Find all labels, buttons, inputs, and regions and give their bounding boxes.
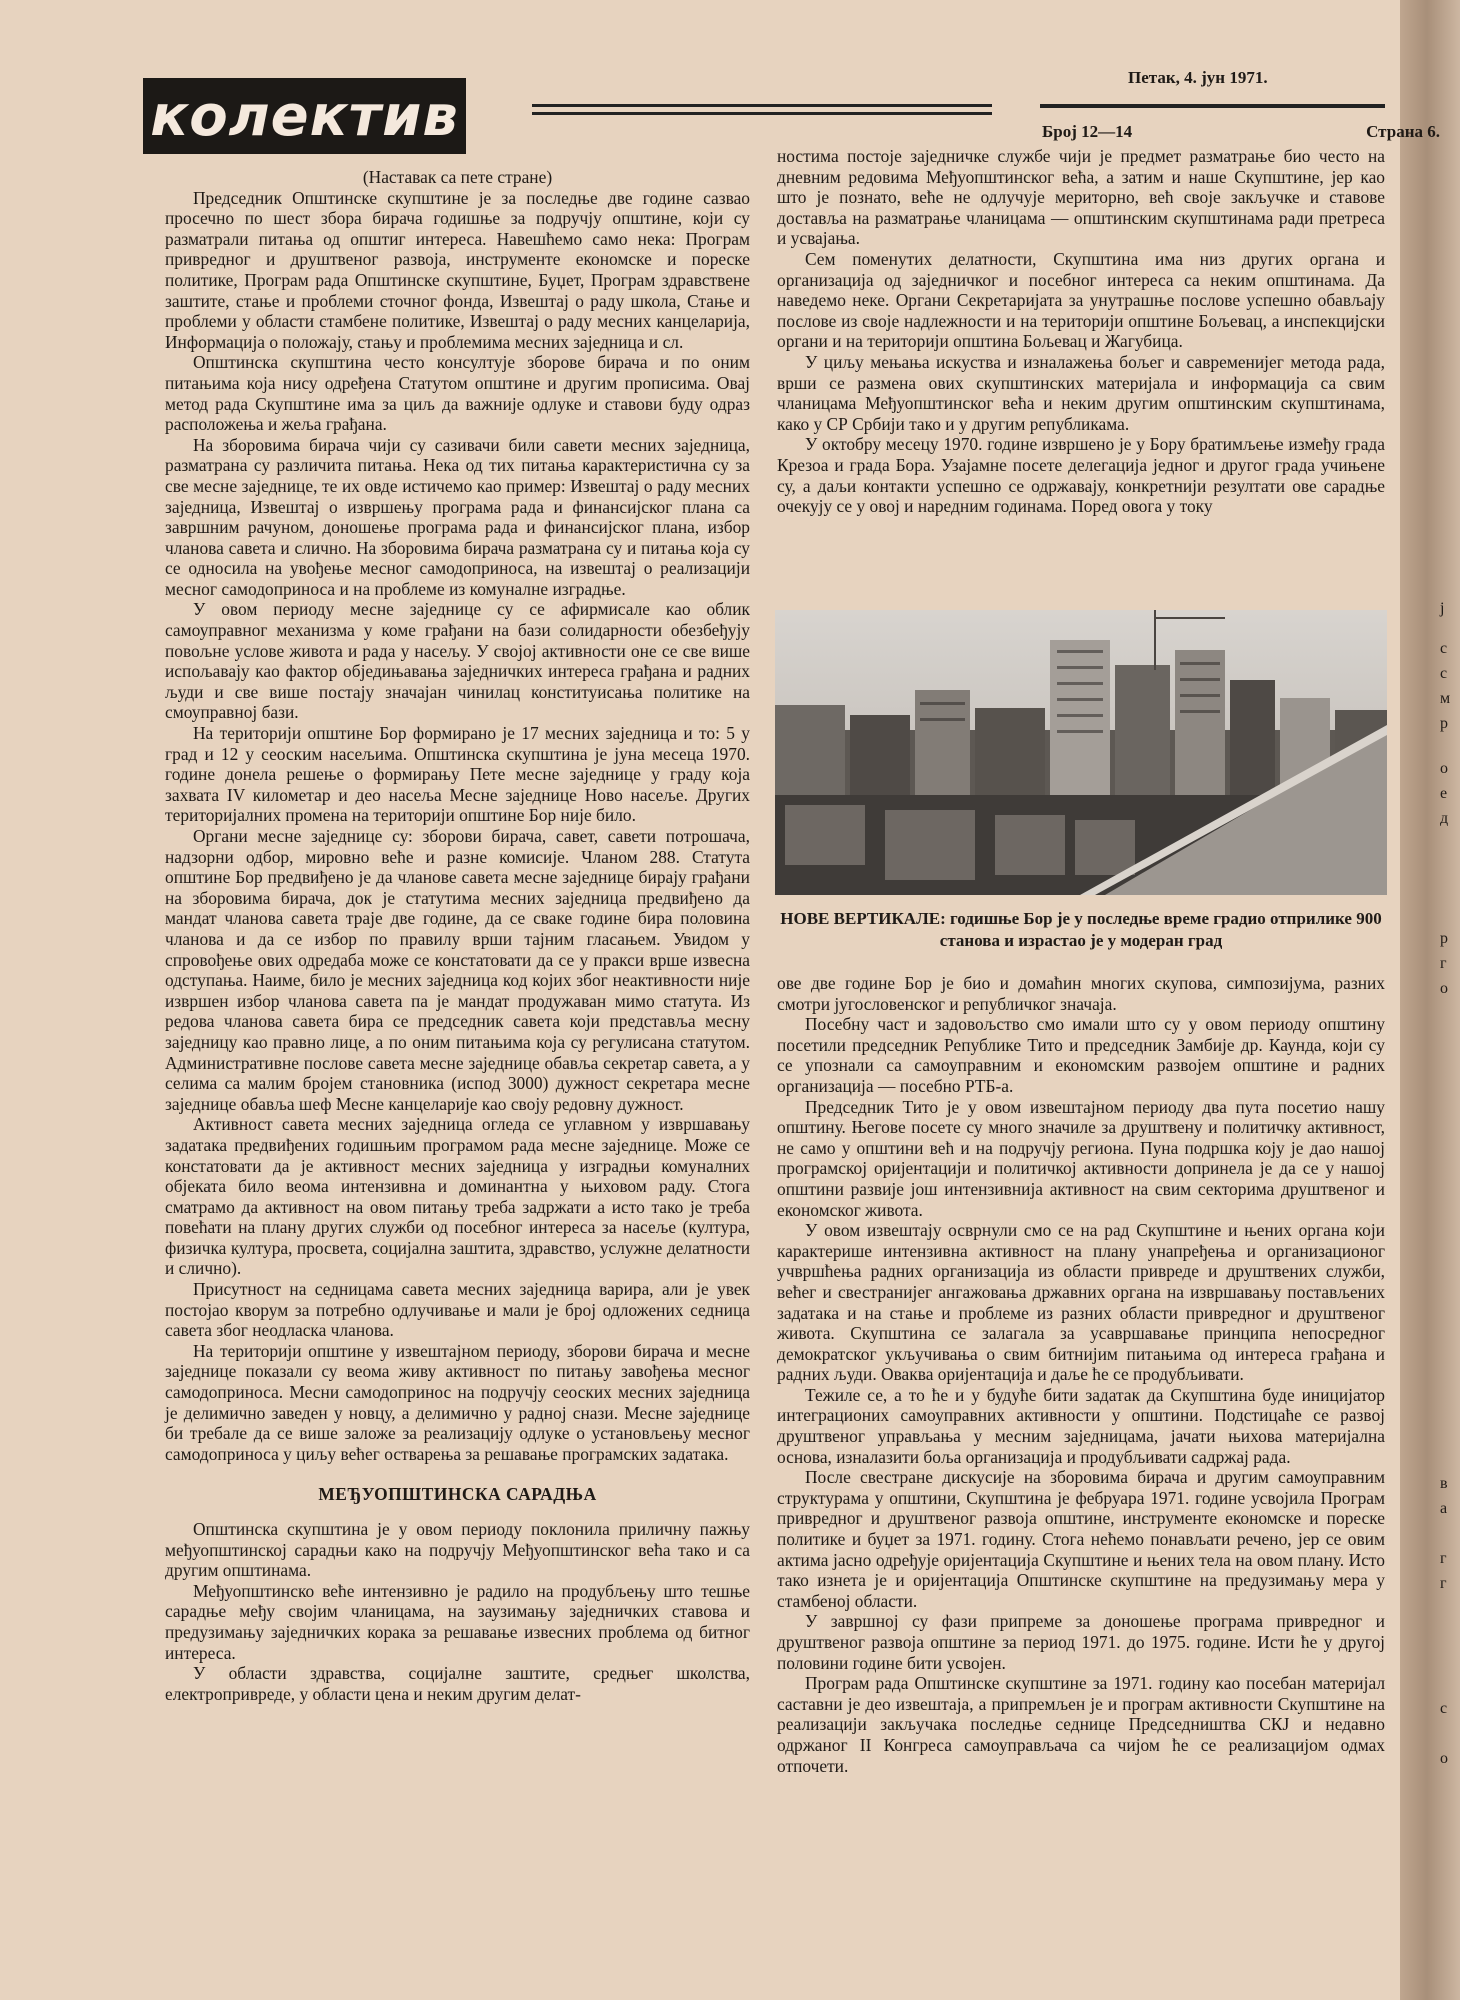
header-rule [532, 112, 992, 115]
paragraph: На територији општине у извештајном периоду, зборови бирача и месне заједнице показали су веома живу активност по питању завођења месног самодоприноса. Месни самодопринос на подручју сеоских месних заједница је делимично заведен у новцу, а делимично у радној снази. Месне заједнице би требале да се више заложе за реализацију одлуке о установљењу месног самодоприноса у циљу већег остварења за решавање програмских задатака. [165, 1340, 750, 1464]
paragraph: У октобру месецу 1970. године извршено је у Бору братимљење између града Крезоа и града Бора. Узајамне посете делегација једног и другог града учињене су, а даљи контакти успешно се одржавају, конкретнији резултати ове сарадње очекују се у овој и наредним годинама. Поред овога у току [777, 434, 1385, 517]
paragraph: ове две године Бор је био и домаћин многих скупова, симпозијума, разних смотри југословенског и републичког значаја. [777, 973, 1385, 1014]
paragraph: У области здравства, социјалне заштите, средњег школства, електропривреде, у области цена и неким другим делат- [165, 1663, 750, 1704]
paragraph: Председник Општинске скупштине је за последње две године сазвао просечно по шест збора бирача годишње за подручју општине, који су разматрали питања од општиг интереса. Навешћемо само нека: Програм привредног и друштвеног развоја, инструменте економске и пореске политике, Програм рада Општинске скупштине, Буџет, Програм здравствене заштите, стање и проблеми сточног фонда, Извештај о раду школа, Стање и проблеми у области стамбене политике, Извештај о раду месних канцеларија, Информација о положају, стању и проблемима месних заједница и сл. [165, 187, 750, 352]
paragraph: Посебну част и задовољство смо имали што су у овом периоду општину посетили председник Републике Тито и председник Замбије др. Каунда, који су се упознали са самоуправним и економским развојем општине и радних организација — посебно РТБ-а. [777, 1014, 1385, 1096]
paragraph: Међуопштинско веће интензивно је радило на продубљењу што тешње сарадње међу својим чланицама, на заузимању заједничких ставова и предузимању заједничких корака за решавање извесних проблема од битног интереса. [165, 1580, 750, 1663]
paragraph: Активност савета месних заједница огледа се углавном у извршавању задатака предвиђених годишњим програмом рада месне заједнице. Може се констатовати да је активност месних заједница у изградњи комуналних објеката било веома интензивна и доминантна у њиховом раду. Стога сматрамо да активност на овом питању треба задржати а исто тако је треба повећати на плану других служби од посебног интереса за насеље (култура, физичка култура, просвета, социјална заштита, здравство, услужне делатности и слично). [165, 1114, 750, 1279]
spine-letter: о [1440, 980, 1448, 997]
spine-letter: а [1440, 1500, 1448, 1517]
spine-letter: м [1440, 690, 1451, 707]
spine-letter: ј [1440, 600, 1445, 617]
spine-letter: с [1440, 640, 1448, 657]
issue-number: Број 12—14 [1042, 122, 1133, 141]
continuation-note: (Наставак са пете стране) [362, 167, 553, 187]
paragraph: ностима постоје заједничке службе чији је предмет разматрање био често на дневним редовима Међуопштинског већа, а затим и наше Скупштине, јер као што је познато, веће не одлучује меритoрно, већ своје закључке и ставове доставља на разматрање чланицама — општинским скупштинама ради претреса и усвајања. [777, 146, 1385, 249]
spine-letter: в [1440, 1475, 1448, 1492]
binding-edge [1400, 0, 1460, 2000]
spine-letter: о [1440, 1750, 1448, 1767]
paragraph: У циљу мењања искуства и изналажења бољег и савременијег метода рада, врши се размена ових скупштинских материјала и информација са свим чланицама Међуопштинског већа и неким другим општинским скупштинама, како у СР Србији тако и у другим републикама. [777, 351, 1385, 434]
article-column-right-bottom [777, 973, 1385, 1776]
spine-letter: о [1440, 760, 1448, 777]
spine-letter: с [1440, 665, 1448, 682]
spine-letter: е [1440, 785, 1448, 802]
spine-letter: д [1440, 810, 1449, 827]
page-number: Страна 6. [1366, 122, 1440, 141]
paragraph: Председник Тито је у овом извештајном периоду два пута посетио нашу општину. Његове посете су много значиле за друштвену и политичку активност, не само у општини већ и на подручју региона. Пуна подршка коју је дао нашој програмској оријентацији и политичкој активности допринела је да се у нашој општини развије још интензивнија активност на свим секторима друштвеног и економског живота. [777, 1096, 1385, 1220]
header-rule [532, 104, 992, 107]
section-heading: МЕЂУОПШТИНСКА САРАДЊА [318, 1484, 597, 1505]
paragraph: Органи месне заједнице су: зборови бирача, савет, савети потрошача, надзорни одбор, мировно веће и разне комисије. Чланом 288. Статута општине Бор предвиђено је да чланове савета месне заједнице бирају грађани на зборовима бирача, док је статутима месних заједница предвиђено да мандат чланова савета траје две године, да се сваке године бира половина чланова и да се избор по правилу врши тајним гласањем. Увидом у спровођење ових одредаба може се констатовати да се у пракси врше извесна одступања. Наиме, било је месних заједница код којих због неактивности није извршен избор чланова савета па је мандат продужаван мимо статута. Из редова чланова савета бира се председник савета који представља месну заједницу као правно лице, а по оним питањима која су регулисана статутом. Административне послове савета месне заједнице обавља секретар савета, а у селима са малим бројем становника (испод 3000) дужност секретара месне заједнице обавља шеф Месне канцеларије као своју редовну дужност. [165, 826, 750, 1114]
paragraph: У овом периоду месне заједнице су се афирмисале као облик самоуправног механизма у коме грађани на бази солидарности обезбеђују повољне услове живота и рада у насељу. У својој активности оне се све више испољавају као фактор обједињавања заједничких интереса грађана и радних људи и све више постају значајан чинилац конституисања политике на смоуправној бази. [165, 599, 750, 723]
issue-date: Петак, 4. јун 1971. [1128, 68, 1268, 87]
paragraph: У завршној су фази припреме за доношење програма привредног и друштвеног развоја општине за период 1971. до 1975. године. Исти ће у другој половини године бити усвојен. [777, 1611, 1385, 1673]
article-column-right-top [777, 146, 1385, 517]
header-rule [1040, 104, 1385, 108]
article-column-left [165, 167, 750, 1704]
photo-caption: НОВЕ ВЕРТИКАЛЕ: годишње Бор је у последње време градио отприлике 900 станова и израстао је у модеран град [780, 909, 1382, 950]
paragraph: Сем поменутих делатности, Скупштина има низ других органа и организација од заједничког и посебног интереса са неким општинама. Да наведемо неке. Органи Секретаријата за унутрашње послове успешно обављају послове из своје надлежности и на територији општине Бољевац, а инспекцијски органи и на територији општина Бољевац и Жагубица. [777, 248, 1385, 352]
paragraph: Програм рада Општинске скупштине за 1971. годину као посебан материјал саставни је део извештаја, а припремљен је и програм активности Скупштине на реализацији закључака последње седнице Председништва СКЈ и недавно одржаног II Конгреса самоуправљача са чијом ће се реализацијом одмах отпочети. [777, 1673, 1385, 1776]
spine-letter: г [1440, 955, 1447, 972]
spine-letter: г [1440, 1575, 1447, 1592]
paragraph: Општинска скупштина често консултује зборове бирача и по оним питањима која нису одређена Статутом општине и другим прописима. Овај метод рада Скупштине има за циљ да важније одлуке и ставови буду одраз расположења и жеља грађана. [165, 352, 750, 435]
paragraph: На зборовима бирача чији су сазивачи били савети месних заједница, разматрана су различита питања. Нека од тих питања карактеристична су за све месне заједнице, те их овде истичемо као пример: Извештај о раду месних заједница, Извештај о извршењу програма рада и финансијског плана са завршним рачуном, доношење програма рада и финансијског плана, избор чланова савета и слично. На зборовима бирача разматрана су и питања која су се односила на увођење месног самодоприноса, на извештај о реализацији месног самодоприноса и на проблеме из комуналне изградње. [165, 434, 750, 599]
paragraph: Општинска скупштина је у овом периоду поклонила приличну пажњу међуопштинској сарадњи како на подручју Међуопштинског већа тако и са другим општинама. [165, 1519, 750, 1581]
spine-letter: р [1440, 930, 1448, 947]
city-photo [775, 610, 1387, 895]
spine-letter: с [1440, 1700, 1448, 1717]
paragraph: На територији општине Бор формирано је 17 месних заједница и то: 5 у град и 12 у сеоским насељима. Општинска скупштина је јуна месеца 1970. године донела решење о формирању Пете месне заједнице у граду која захвата IV километар и део насеља Месне заједнице Ново насеље. Других територијалних промена на територији општине Бор није било. [165, 723, 750, 826]
paragraph: У овом извештају осврнули смо се на рад Скупштине и њених органа који карактерише интензивна активност на плану унапређења и организационог учвршћења радних организација из области привреде и друштвених служби, већег и свестранијег ангажовања државних органа на извршавању постављених задатака и на стање и проблеме из разних области привредног и друштвеног живота. Скупштина се залагала за усавршавање принципа непосредног демократског укључивања о свим битнијим питањима од интереса грађана и радних људи. Оваква оријентација и даље ће се продубљивати. [777, 1220, 1385, 1385]
paragraph: Тежиле се, а то ће и у будуће бити задатак да Скупштина буде иницијатор интеграционих самоуправних активности у општини. Подстицаће се развој друштвеног управљања у месним заједницама, јачати њихова материјална основа, изналазити боља организација и продубљивати садржај рада. [777, 1384, 1385, 1467]
masthead-logo: колектив [143, 78, 466, 154]
city-skyline-image [775, 610, 1387, 895]
spine-letter: р [1440, 715, 1448, 732]
paragraph: После свестране дискусије на зборовима бирача и другим самоуправним структурама у општини, Скупштина је фебруара 1971. године усвојила Програм привредног и друштвеног развоја општине, инструменте економске и пореске политике и буџет за 1971. годину. Стога нећемо понављати речено, јер се овим актима јасно одређује оријентација Скупштине и њених тела на овом плану. Исто тако изнета је и оријентација Општинске скупштине на предузимању мера у стамбеној области. [777, 1467, 1385, 1611]
spine-letter: г [1440, 1550, 1447, 1567]
paragraph: Присутност на седницама савета месних заједница варира, али је увек постојао кворум за потребно одлучивање и мали је број одложених седница савета због неодласка чланова. [165, 1279, 750, 1341]
